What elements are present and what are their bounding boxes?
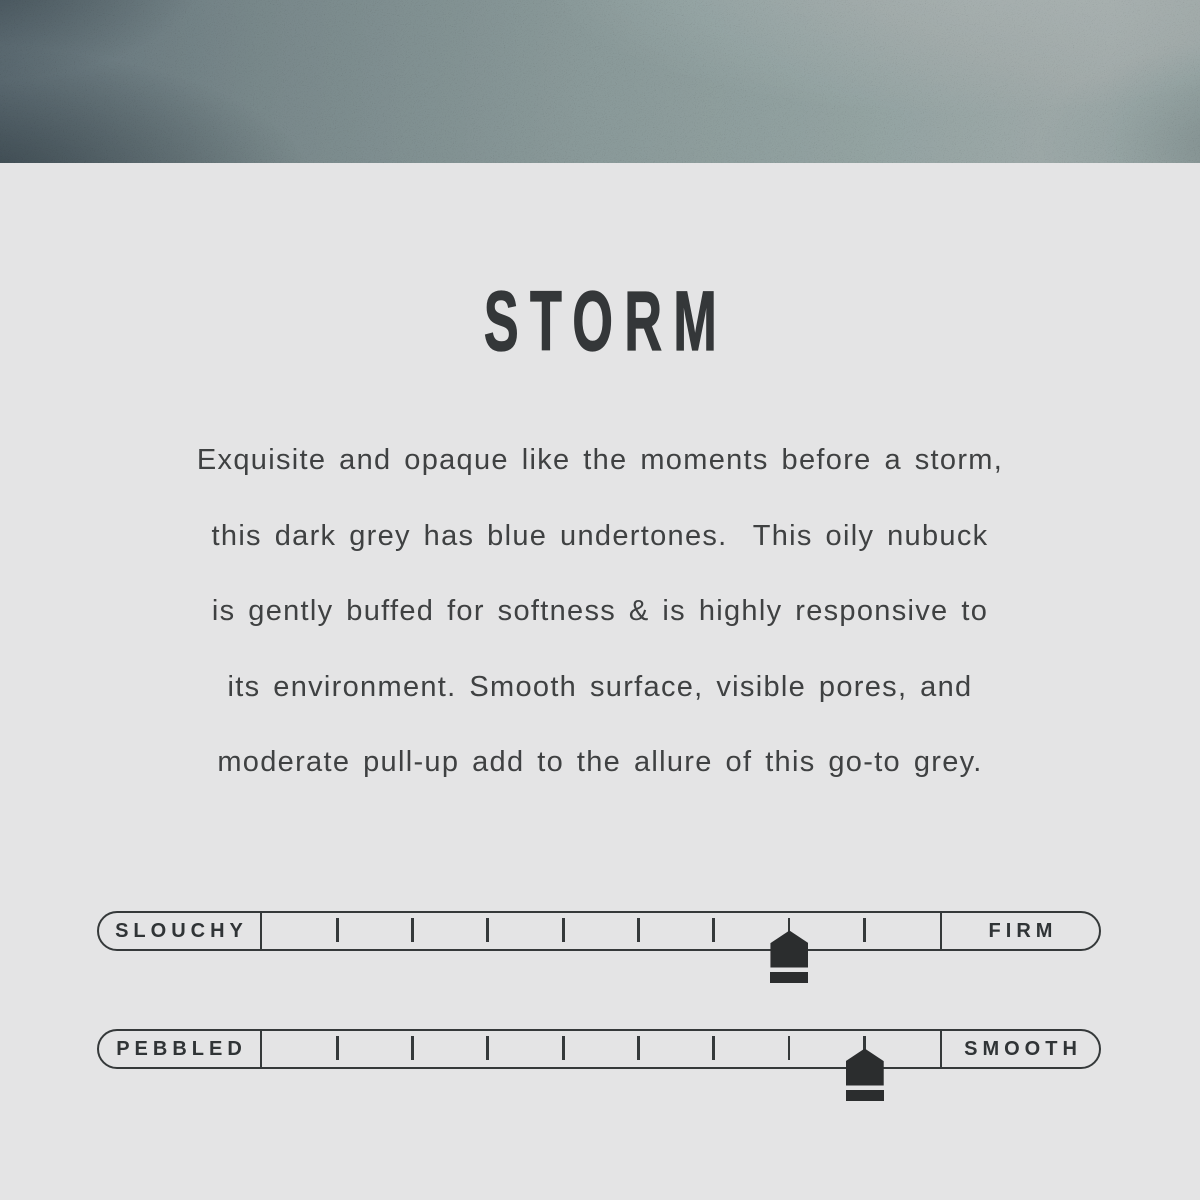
scale-left-label: PEBBLED: [116, 1037, 247, 1060]
firmness-scale-track: [97, 911, 1101, 951]
scale-tick: [712, 918, 715, 942]
firmness-scale: [97, 911, 1101, 986]
description-line: Exquisite and opaque like the moments before a storm,: [196, 444, 1004, 476]
scale-tick: [486, 918, 489, 942]
marker-arrow-icon: [770, 931, 808, 968]
scale-tick: [486, 1036, 489, 1060]
scale-right-label: FIRM: [988, 919, 1058, 942]
scale-tick: [336, 918, 339, 942]
scale-tick: [788, 1036, 791, 1060]
scale-divider: [260, 1031, 263, 1067]
marker-base: [770, 972, 808, 983]
scale-right-label: SMOOTH: [964, 1037, 1082, 1060]
texture-scale-track: [97, 1029, 1101, 1069]
description-line: moderate pull-up add to the allure of this go-to grey.: [217, 746, 983, 778]
scale-tick: [712, 1036, 715, 1060]
description-line: is gently buffed for softness & is highly responsive to: [211, 595, 989, 627]
leather-grain-overlay: [0, 0, 1200, 163]
scale-tick: [411, 918, 414, 942]
description-line: this dark grey has blue undertones. This oily nubuck: [211, 519, 989, 552]
scale-tick: [637, 918, 640, 942]
description-line: its environment. Smooth surface, visible pores, and: [227, 670, 973, 703]
scale-left-label: SLOUCHY: [115, 919, 248, 942]
scale-divider: [260, 913, 263, 949]
leather-texture-image: [0, 0, 1200, 163]
scale-tick: [562, 1036, 565, 1060]
scale-tick: [637, 1036, 640, 1060]
texture-scale: [97, 1029, 1101, 1104]
marker-base: [846, 1090, 884, 1101]
page-title: STORM: [483, 273, 728, 368]
scale-tick: [863, 918, 866, 942]
marker-arrow-icon: [846, 1049, 884, 1086]
color-description: [0, 423, 1200, 801]
scale-tick: [336, 1036, 339, 1060]
texture-marker: [846, 1049, 884, 1101]
scale-tick: [411, 1036, 414, 1060]
firmness-marker: [770, 931, 808, 983]
scale-tick: [562, 918, 565, 942]
